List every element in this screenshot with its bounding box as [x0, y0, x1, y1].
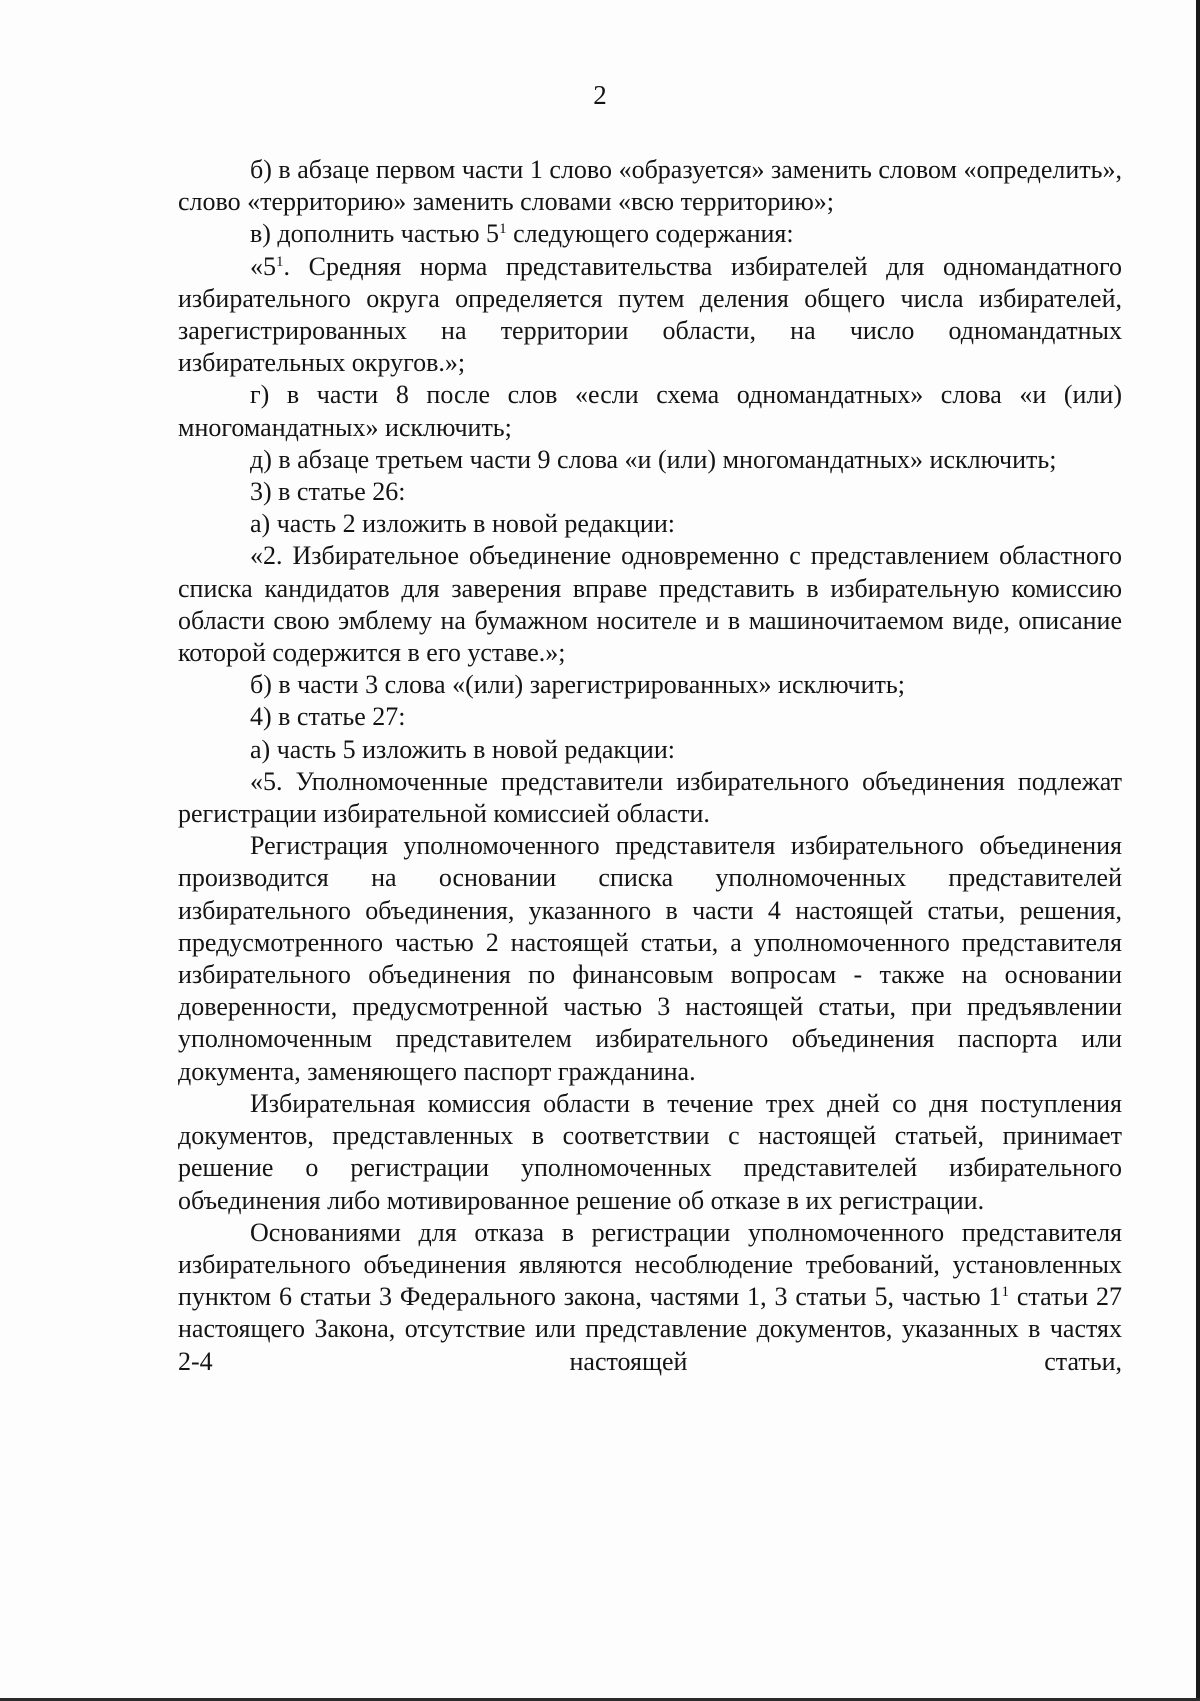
paragraph-commission-decision: Избирательная комиссия области в течение трех дней со дня поступления документов, представленных в соответствии с настоящей статьей, принимает решение о регистрации уполномоченных представителей избирательного объединения либо мотивированное решение об отказе в их регистрации.: [178, 1088, 1122, 1215]
paragraph-d-part9: д) в абзаце третьем части 9 слова «и (или) многомандатных» исключить;: [250, 444, 1057, 474]
paragraph-part5-text: «5. Уполномоченные представители избирательного объединения подлежат регистрации избирательной комиссией области.: [178, 766, 1122, 829]
paragraph-v-add-part: в) дополнить частью $5^1$ следующего содержания:: [250, 219, 794, 249]
paragraph-part-5-1: «$5^1$. Средняя норма представительства избирателей для одномандатного избирательного округа определяется путем деления общего числа избирателей, зарегистрированных на территории области, на число одномандатных избирательных округов.»;: [178, 251, 1122, 378]
paragraph-article-27: 4) в статье 27:: [250, 702, 406, 732]
paragraph-g-part8: г) в части 8 после слов «если схема одномандатных» слова «и (или) многомандатных» исключить;: [178, 380, 1122, 442]
paragraph-part2-text: «2. Избирательное объединение одновременно с представлением областного списка кандидатов для заверения вправе представить в избирательную комиссию области свою эмблему на бумажном носителе и в машиночитаемом виде, описание которой содержится в его уставе.»;: [178, 541, 1122, 668]
paragraph-article-26: 3) в статье 26:: [250, 477, 406, 507]
paragraph-b-part1: б) в абзаце первом части 1 слово «образуется» заменить словом «определить», слово «территорию» заменить словами «всю территорию»;: [178, 155, 1122, 217]
scan-edge-right: [1196, 0, 1200, 1701]
page-number: 2: [593, 80, 607, 110]
paragraph-a-part2: а) часть 2 изложить в новой редакции:: [250, 509, 675, 539]
paragraph-a-part5: а) часть 5 изложить в новой редакции:: [250, 734, 675, 764]
paragraph-b-part3: б) в части 3 слова «(или) зарегистрированных» исключить;: [250, 670, 905, 700]
paragraph-registration: Регистрация уполномоченного представителя избирательного объединения производится на основании списка уполномоченных представителей избирательного объединения, указанного в части 4 настоящей статьи, решения, предусмотренного частью 2 настоящей статьи, а уполномоченного представителя избирательного объединения по финансовым вопросам - также на основании доверенности, предусмотренной частью 3 настоящей статьи, при предъявлении уполномоченным представителем избирательного объединения паспорта или документа, заменяющего паспорт гражданина.: [178, 831, 1122, 1086]
document-body: [178, 154, 1122, 1378]
paragraph-refusal-grounds: Основаниями для отказа в регистрации уполномоченного представителя избирательного объединения являются несоблюдение требований, установленных пунктом 6 статьи 3 Федерального закона, частями 1, 3 статьи 5, частью $1^1$ статьи 27 настоящего Закона, отсутствие или представление документов, указанных в частях 2-4 настоящей статьи,: [178, 1217, 1122, 1376]
